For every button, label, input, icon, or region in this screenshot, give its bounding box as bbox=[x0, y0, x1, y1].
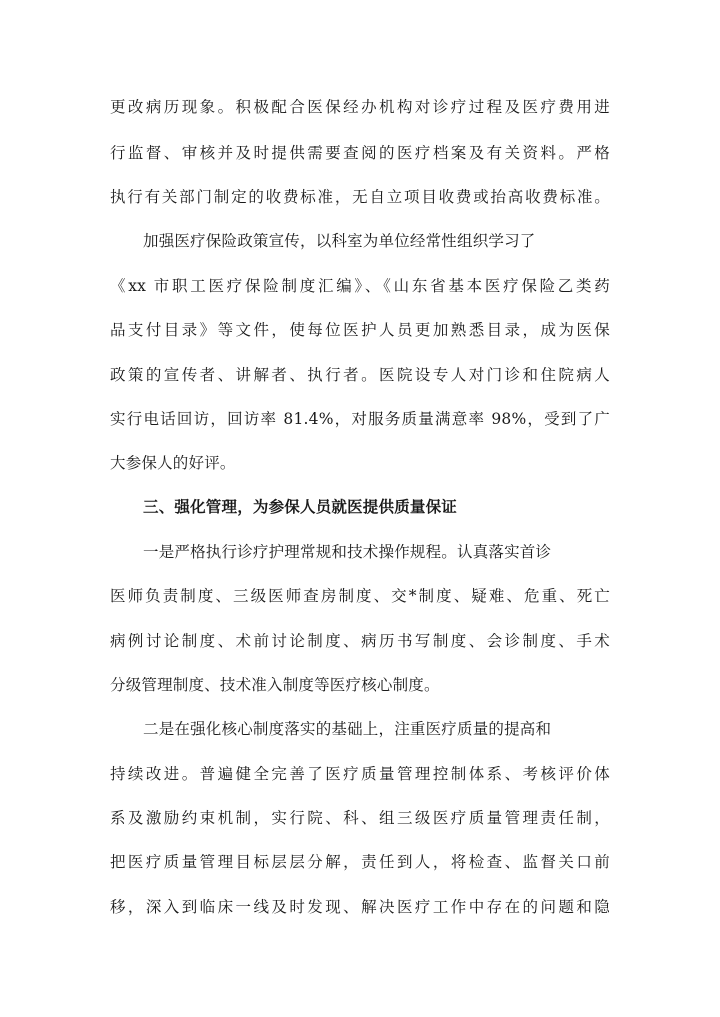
paragraph-line: 持续改进。普遍健全完善了医疗质量管理控制体系、考核评价体 bbox=[110, 765, 610, 783]
paragraph-line: 系及激励约束机制，实行院、科、组三级医疗质量管理责任制， bbox=[110, 809, 610, 827]
section-heading: 三、强化管理，为参保人员就医提供质量保证 bbox=[143, 497, 458, 516]
paragraph-line: 加强医疗保险政策宣传，以科室为单位经常性组织学习了 bbox=[143, 232, 536, 250]
paragraph-line: 一是严格执行诊疗护理常规和技术操作规程。认真落实首诊 bbox=[143, 543, 552, 561]
paragraph-line: 医师负责制度、三级医师查房制度、交*制度、疑难、危重、死亡 bbox=[110, 587, 610, 605]
paragraph-line: 二是在强化核心制度落实的基础上，注重医疗质量的提高和 bbox=[143, 720, 552, 738]
paragraph-line: 行监督、审核并及时提供需要查阅的医疗档案及有关资料。严格 bbox=[110, 144, 610, 162]
paragraph-line: 更改病历现象。积极配合医保经办机构对诊疗过程及医疗费用进 bbox=[110, 98, 610, 116]
paragraph-line: 移，深入到临床一线及时发现、解决医疗工作中存在的问题和隐 bbox=[110, 898, 610, 916]
paragraph-line: 大参保人的好评。 bbox=[110, 454, 236, 472]
paragraph-line: 病例讨论制度、术前讨论制度、病历书写制度、会诊制度、手术 bbox=[110, 632, 610, 650]
paragraph-line: 政策的宣传者、讲解者、执行者。医院设专人对门诊和住院病人 bbox=[110, 366, 610, 384]
paragraph-line: 实行电话回访，回访率 81.4%，对服务质量满意率 98%，受到了广 bbox=[110, 410, 610, 428]
paragraph-line: 把医疗质量管理目标层层分解，责任到人，将检查、监督关口前 bbox=[110, 853, 610, 871]
paragraph-line: 品支付目录》等文件，使每位医护人员更加熟悉目录，成为医保 bbox=[110, 321, 610, 339]
paragraph-line: 执行有关部门制定的收费标准，无自立项目收费或抬高收费标准。 bbox=[110, 188, 610, 206]
paragraph-line: 《xx 市职工医疗保险制度汇编》、《山东省基本医疗保险乙类药 bbox=[110, 277, 610, 295]
paragraph-line: 分级管理制度、技术准入制度等医疗核心制度。 bbox=[110, 676, 440, 694]
